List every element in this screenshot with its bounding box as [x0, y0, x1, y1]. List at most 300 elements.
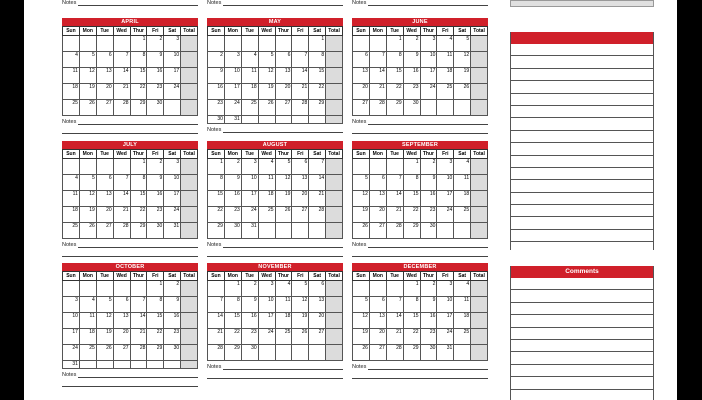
day-cell[interactable]: 25 — [275, 329, 292, 345]
day-cell[interactable]: 7 — [113, 52, 130, 68]
day-cell[interactable]: 24 — [437, 207, 454, 223]
day-cell[interactable]: 22 — [386, 84, 403, 100]
day-cell[interactable]: 4 — [454, 281, 471, 297]
week-total-cell[interactable] — [471, 281, 488, 297]
day-cell[interactable]: 15 — [147, 313, 164, 329]
month-notes-line[interactable] — [62, 119, 198, 125]
week-total-cell[interactable] — [181, 84, 198, 100]
day-cell[interactable] — [386, 159, 403, 175]
ruled-line[interactable] — [511, 377, 653, 389]
day-cell[interactable] — [241, 36, 258, 52]
week-total-cell[interactable] — [181, 159, 198, 175]
day-cell[interactable]: 10 — [437, 297, 454, 313]
day-cell[interactable] — [353, 159, 370, 175]
day-cell[interactable]: 8 — [403, 297, 420, 313]
day-cell[interactable]: 22 — [130, 84, 147, 100]
day-cell[interactable]: 28 — [386, 223, 403, 239]
day-cell[interactable]: 4 — [437, 36, 454, 52]
day-cell[interactable]: 19 — [353, 329, 370, 345]
day-cell[interactable]: 28 — [386, 345, 403, 361]
ruled-line[interactable] — [511, 106, 653, 118]
day-cell[interactable] — [130, 281, 147, 297]
day-cell[interactable]: 18 — [454, 313, 471, 329]
week-total-cell[interactable] — [326, 345, 343, 361]
day-cell[interactable]: 23 — [164, 329, 181, 345]
day-cell[interactable] — [369, 159, 386, 175]
day-cell[interactable]: 10 — [241, 175, 258, 191]
day-cell[interactable]: 7 — [369, 52, 386, 68]
day-cell[interactable]: 14 — [369, 68, 386, 84]
ruled-line[interactable] — [511, 44, 653, 56]
day-cell[interactable] — [353, 281, 370, 297]
day-cell[interactable]: 4 — [79, 297, 96, 313]
day-cell[interactable]: 12 — [353, 313, 370, 329]
day-cell[interactable]: 20 — [369, 207, 386, 223]
day-cell[interactable] — [454, 100, 471, 116]
day-cell[interactable]: 5 — [353, 175, 370, 191]
day-cell[interactable]: 18 — [241, 84, 258, 100]
week-total-cell[interactable] — [181, 345, 198, 361]
day-cell[interactable] — [79, 159, 96, 175]
day-cell[interactable]: 26 — [353, 345, 370, 361]
day-cell[interactable]: 1 — [403, 159, 420, 175]
day-cell[interactable]: 21 — [208, 329, 225, 345]
day-cell[interactable] — [130, 361, 147, 369]
day-cell[interactable] — [147, 361, 164, 369]
day-cell[interactable]: 28 — [208, 345, 225, 361]
day-cell[interactable]: 2 — [147, 159, 164, 175]
day-cell[interactable]: 6 — [309, 281, 326, 297]
day-cell[interactable]: 18 — [63, 84, 80, 100]
day-cell[interactable]: 30 — [420, 345, 437, 361]
day-cell[interactable]: 11 — [437, 52, 454, 68]
day-cell[interactable]: 27 — [369, 223, 386, 239]
day-cell[interactable]: 21 — [309, 191, 326, 207]
day-cell[interactable]: 14 — [208, 313, 225, 329]
day-cell[interactable] — [275, 345, 292, 361]
day-cell[interactable]: 23 — [403, 84, 420, 100]
day-cell[interactable]: 21 — [369, 84, 386, 100]
day-cell[interactable]: 8 — [309, 52, 326, 68]
week-total-cell[interactable] — [326, 191, 343, 207]
day-cell[interactable]: 18 — [258, 191, 275, 207]
day-cell[interactable]: 30 — [420, 223, 437, 239]
day-cell[interactable]: 5 — [275, 159, 292, 175]
day-cell[interactable]: 4 — [241, 52, 258, 68]
day-cell[interactable]: 15 — [130, 191, 147, 207]
ruled-line[interactable] — [511, 205, 653, 217]
day-cell[interactable]: 22 — [208, 207, 225, 223]
day-cell[interactable]: 11 — [241, 68, 258, 84]
day-cell[interactable]: 28 — [309, 207, 326, 223]
day-cell[interactable]: 6 — [369, 297, 386, 313]
day-cell[interactable]: 3 — [164, 159, 181, 175]
week-total-cell[interactable] — [471, 175, 488, 191]
week-total-cell[interactable] — [326, 175, 343, 191]
week-total-cell[interactable] — [326, 223, 343, 239]
day-cell[interactable] — [275, 116, 292, 124]
day-cell[interactable] — [258, 223, 275, 239]
week-total-cell[interactable] — [181, 68, 198, 84]
day-cell[interactable]: 31 — [437, 345, 454, 361]
notes-extra-line[interactable] — [62, 378, 198, 387]
day-cell[interactable] — [309, 223, 326, 239]
day-cell[interactable]: 2 — [420, 159, 437, 175]
day-cell[interactable] — [113, 36, 130, 52]
day-cell[interactable]: 25 — [63, 100, 80, 116]
day-cell[interactable]: 26 — [79, 100, 96, 116]
day-cell[interactable]: 6 — [292, 159, 309, 175]
day-cell[interactable]: 15 — [130, 68, 147, 84]
day-cell[interactable]: 3 — [437, 159, 454, 175]
day-cell[interactable] — [63, 159, 80, 175]
day-cell[interactable] — [113, 361, 130, 369]
day-cell[interactable]: 18 — [275, 313, 292, 329]
day-cell[interactable]: 9 — [241, 297, 258, 313]
day-cell[interactable]: 28 — [369, 100, 386, 116]
day-cell[interactable]: 1 — [130, 159, 147, 175]
day-cell[interactable]: 23 — [147, 84, 164, 100]
day-cell[interactable]: 17 — [164, 191, 181, 207]
day-cell[interactable]: 11 — [258, 175, 275, 191]
day-cell[interactable]: 28 — [113, 223, 130, 239]
ruled-line[interactable] — [511, 217, 653, 229]
day-cell[interactable]: 26 — [292, 329, 309, 345]
day-cell[interactable]: 9 — [224, 175, 241, 191]
ruled-line[interactable] — [511, 290, 653, 302]
day-cell[interactable]: 6 — [96, 175, 113, 191]
day-cell[interactable]: 16 — [147, 191, 164, 207]
day-cell[interactable]: 24 — [164, 84, 181, 100]
day-cell[interactable]: 17 — [420, 68, 437, 84]
day-cell[interactable] — [454, 345, 471, 361]
day-cell[interactable]: 5 — [454, 36, 471, 52]
day-cell[interactable]: 3 — [224, 52, 241, 68]
day-cell[interactable]: 19 — [454, 68, 471, 84]
day-cell[interactable] — [292, 116, 309, 124]
day-cell[interactable]: 2 — [420, 281, 437, 297]
day-cell[interactable]: 23 — [241, 329, 258, 345]
notes-extra-line[interactable] — [62, 248, 198, 257]
ruled-line[interactable] — [511, 180, 653, 192]
day-cell[interactable]: 4 — [63, 175, 80, 191]
week-total-cell[interactable] — [181, 223, 198, 239]
week-total-cell[interactable] — [326, 313, 343, 329]
day-cell[interactable] — [437, 100, 454, 116]
ruled-line[interactable] — [511, 193, 653, 205]
day-cell[interactable]: 2 — [403, 36, 420, 52]
day-cell[interactable] — [258, 116, 275, 124]
day-cell[interactable]: 27 — [275, 100, 292, 116]
day-cell[interactable] — [454, 223, 471, 239]
day-cell[interactable]: 13 — [369, 191, 386, 207]
day-cell[interactable]: 4 — [454, 159, 471, 175]
day-cell[interactable]: 26 — [275, 207, 292, 223]
day-cell[interactable]: 20 — [275, 84, 292, 100]
day-cell[interactable]: 13 — [275, 68, 292, 84]
day-cell[interactable] — [113, 159, 130, 175]
day-cell[interactable]: 14 — [386, 191, 403, 207]
day-cell[interactable] — [369, 36, 386, 52]
day-cell[interactable]: 28 — [292, 100, 309, 116]
week-total-cell[interactable] — [471, 84, 488, 100]
week-total-cell[interactable] — [326, 159, 343, 175]
day-cell[interactable] — [79, 36, 96, 52]
ruled-line[interactable] — [511, 56, 653, 68]
day-cell[interactable] — [309, 116, 326, 124]
day-cell[interactable] — [437, 223, 454, 239]
day-cell[interactable]: 18 — [454, 191, 471, 207]
day-cell[interactable]: 3 — [258, 281, 275, 297]
day-cell[interactable] — [258, 345, 275, 361]
day-cell[interactable]: 8 — [130, 52, 147, 68]
week-total-cell[interactable] — [326, 68, 343, 84]
day-cell[interactable]: 9 — [147, 175, 164, 191]
day-cell[interactable]: 13 — [292, 175, 309, 191]
week-total-cell[interactable] — [181, 329, 198, 345]
day-cell[interactable]: 6 — [369, 175, 386, 191]
week-total-cell[interactable] — [181, 313, 198, 329]
day-cell[interactable]: 4 — [63, 52, 80, 68]
day-cell[interactable] — [208, 36, 225, 52]
day-cell[interactable]: 18 — [63, 207, 80, 223]
day-cell[interactable]: 25 — [63, 223, 80, 239]
day-cell[interactable]: 17 — [437, 313, 454, 329]
day-cell[interactable]: 22 — [403, 329, 420, 345]
ruled-line[interactable] — [511, 168, 653, 180]
day-cell[interactable]: 7 — [130, 297, 147, 313]
week-total-cell[interactable] — [471, 159, 488, 175]
day-cell[interactable]: 24 — [164, 207, 181, 223]
day-cell[interactable]: 23 — [147, 207, 164, 223]
day-cell[interactable]: 19 — [79, 207, 96, 223]
month-notes-line[interactable] — [62, 242, 198, 248]
day-cell[interactable]: 27 — [353, 100, 370, 116]
day-cell[interactable]: 29 — [208, 223, 225, 239]
day-cell[interactable]: 16 — [208, 84, 225, 100]
day-cell[interactable]: 14 — [292, 68, 309, 84]
day-cell[interactable]: 24 — [420, 84, 437, 100]
day-cell[interactable]: 13 — [96, 68, 113, 84]
day-cell[interactable]: 5 — [79, 52, 96, 68]
day-cell[interactable]: 20 — [292, 191, 309, 207]
week-total-cell[interactable] — [471, 345, 488, 361]
notes-extra-line[interactable] — [352, 125, 488, 134]
ruled-line[interactable] — [511, 131, 653, 143]
day-cell[interactable]: 5 — [96, 297, 113, 313]
day-cell[interactable] — [79, 281, 96, 297]
day-cell[interactable]: 10 — [164, 175, 181, 191]
day-cell[interactable]: 25 — [258, 207, 275, 223]
day-cell[interactable] — [292, 345, 309, 361]
day-cell[interactable]: 23 — [420, 207, 437, 223]
day-cell[interactable] — [386, 281, 403, 297]
day-cell[interactable]: 4 — [275, 281, 292, 297]
day-cell[interactable]: 10 — [437, 175, 454, 191]
day-cell[interactable]: 12 — [79, 68, 96, 84]
ruled-line[interactable] — [511, 81, 653, 93]
month-notes-line[interactable] — [207, 364, 343, 370]
day-cell[interactable]: 18 — [79, 329, 96, 345]
day-cell[interactable]: 30 — [164, 345, 181, 361]
day-cell[interactable] — [63, 36, 80, 52]
notes-line-top[interactable] — [352, 0, 488, 6]
day-cell[interactable]: 6 — [275, 52, 292, 68]
day-cell[interactable]: 2 — [224, 159, 241, 175]
day-cell[interactable]: 17 — [164, 68, 181, 84]
day-cell[interactable]: 20 — [353, 84, 370, 100]
day-cell[interactable]: 11 — [79, 313, 96, 329]
week-total-cell[interactable] — [471, 313, 488, 329]
day-cell[interactable] — [309, 345, 326, 361]
day-cell[interactable]: 13 — [369, 313, 386, 329]
day-cell[interactable]: 30 — [224, 223, 241, 239]
day-cell[interactable]: 22 — [130, 207, 147, 223]
day-cell[interactable]: 3 — [164, 36, 181, 52]
ruled-line[interactable] — [511, 156, 653, 168]
day-cell[interactable]: 8 — [130, 175, 147, 191]
day-cell[interactable]: 13 — [113, 313, 130, 329]
day-cell[interactable]: 1 — [208, 159, 225, 175]
day-cell[interactable]: 9 — [164, 297, 181, 313]
day-cell[interactable]: 12 — [258, 68, 275, 84]
ruled-line[interactable] — [511, 143, 653, 155]
week-total-cell[interactable] — [181, 100, 198, 116]
week-total-cell[interactable] — [471, 297, 488, 313]
day-cell[interactable]: 7 — [113, 175, 130, 191]
day-cell[interactable]: 27 — [96, 223, 113, 239]
day-cell[interactable]: 24 — [241, 207, 258, 223]
day-cell[interactable]: 11 — [275, 297, 292, 313]
day-cell[interactable]: 17 — [437, 191, 454, 207]
week-total-cell[interactable] — [326, 36, 343, 52]
day-cell[interactable]: 26 — [96, 345, 113, 361]
day-cell[interactable]: 2 — [164, 281, 181, 297]
day-cell[interactable]: 28 — [113, 100, 130, 116]
day-cell[interactable]: 16 — [420, 191, 437, 207]
day-cell[interactable]: 21 — [113, 84, 130, 100]
day-cell[interactable]: 9 — [420, 175, 437, 191]
day-cell[interactable]: 1 — [224, 281, 241, 297]
day-cell[interactable]: 14 — [113, 68, 130, 84]
day-cell[interactable]: 30 — [147, 223, 164, 239]
day-cell[interactable] — [420, 100, 437, 116]
day-cell[interactable] — [113, 281, 130, 297]
day-cell[interactable]: 10 — [63, 313, 80, 329]
day-cell[interactable] — [241, 116, 258, 124]
day-cell[interactable]: 30 — [241, 345, 258, 361]
day-cell[interactable]: 24 — [437, 329, 454, 345]
week-total-cell[interactable] — [471, 223, 488, 239]
day-cell[interactable]: 12 — [275, 175, 292, 191]
day-cell[interactable]: 27 — [113, 345, 130, 361]
week-total-cell[interactable] — [326, 281, 343, 297]
day-cell[interactable]: 21 — [113, 207, 130, 223]
day-cell[interactable]: 18 — [437, 68, 454, 84]
day-cell[interactable]: 20 — [96, 84, 113, 100]
day-cell[interactable] — [63, 281, 80, 297]
day-cell[interactable]: 11 — [63, 191, 80, 207]
day-cell[interactable]: 19 — [292, 313, 309, 329]
day-cell[interactable]: 25 — [241, 100, 258, 116]
day-cell[interactable]: 2 — [241, 281, 258, 297]
week-total-cell[interactable] — [471, 191, 488, 207]
week-total-cell[interactable] — [181, 361, 198, 369]
day-cell[interactable]: 25 — [454, 329, 471, 345]
day-cell[interactable]: 26 — [353, 223, 370, 239]
day-cell[interactable]: 31 — [224, 116, 241, 124]
day-cell[interactable]: 9 — [147, 52, 164, 68]
day-cell[interactable]: 7 — [292, 52, 309, 68]
day-cell[interactable]: 11 — [454, 297, 471, 313]
day-cell[interactable]: 2 — [147, 36, 164, 52]
notes-extra-line[interactable] — [62, 125, 198, 134]
day-cell[interactable]: 25 — [454, 207, 471, 223]
day-cell[interactable]: 16 — [164, 313, 181, 329]
notes-extra-line[interactable] — [352, 248, 488, 257]
day-cell[interactable]: 19 — [79, 84, 96, 100]
month-notes-line[interactable] — [352, 242, 488, 248]
ruled-line[interactable] — [511, 340, 653, 352]
day-cell[interactable]: 16 — [403, 68, 420, 84]
day-cell[interactable]: 27 — [369, 345, 386, 361]
day-cell[interactable]: 29 — [403, 223, 420, 239]
month-notes-line[interactable] — [352, 119, 488, 125]
week-total-cell[interactable] — [471, 36, 488, 52]
week-total-cell[interactable] — [181, 36, 198, 52]
day-cell[interactable]: 11 — [63, 68, 80, 84]
week-total-cell[interactable] — [326, 297, 343, 313]
day-cell[interactable]: 10 — [420, 52, 437, 68]
week-total-cell[interactable] — [326, 84, 343, 100]
notes-extra-line[interactable] — [352, 370, 488, 379]
day-cell[interactable]: 16 — [420, 313, 437, 329]
month-notes-line[interactable] — [207, 127, 343, 133]
day-cell[interactable]: 3 — [437, 281, 454, 297]
day-cell[interactable]: 16 — [224, 191, 241, 207]
day-cell[interactable]: 5 — [258, 52, 275, 68]
notes-extra-line[interactable] — [207, 248, 343, 257]
day-cell[interactable]: 9 — [403, 52, 420, 68]
week-total-cell[interactable] — [326, 116, 343, 124]
day-cell[interactable]: 12 — [292, 297, 309, 313]
day-cell[interactable]: 27 — [96, 100, 113, 116]
week-total-cell[interactable] — [471, 329, 488, 345]
day-cell[interactable]: 8 — [208, 175, 225, 191]
day-cell[interactable] — [353, 36, 370, 52]
day-cell[interactable]: 21 — [130, 329, 147, 345]
day-cell[interactable]: 30 — [403, 100, 420, 116]
day-cell[interactable]: 29 — [403, 345, 420, 361]
day-cell[interactable]: 9 — [420, 297, 437, 313]
day-cell[interactable]: 17 — [258, 313, 275, 329]
day-cell[interactable]: 25 — [79, 345, 96, 361]
ruled-line[interactable] — [511, 328, 653, 340]
ruled-line[interactable] — [511, 315, 653, 327]
day-cell[interactable]: 29 — [309, 100, 326, 116]
day-cell[interactable]: 5 — [353, 297, 370, 313]
day-cell[interactable] — [164, 361, 181, 369]
day-cell[interactable]: 10 — [164, 52, 181, 68]
day-cell[interactable]: 20 — [369, 329, 386, 345]
day-cell[interactable]: 3 — [63, 297, 80, 313]
day-cell[interactable]: 8 — [147, 297, 164, 313]
day-cell[interactable]: 8 — [386, 52, 403, 68]
day-cell[interactable]: 2 — [208, 52, 225, 68]
week-total-cell[interactable] — [181, 207, 198, 223]
day-cell[interactable]: 9 — [208, 68, 225, 84]
week-total-cell[interactable] — [326, 329, 343, 345]
